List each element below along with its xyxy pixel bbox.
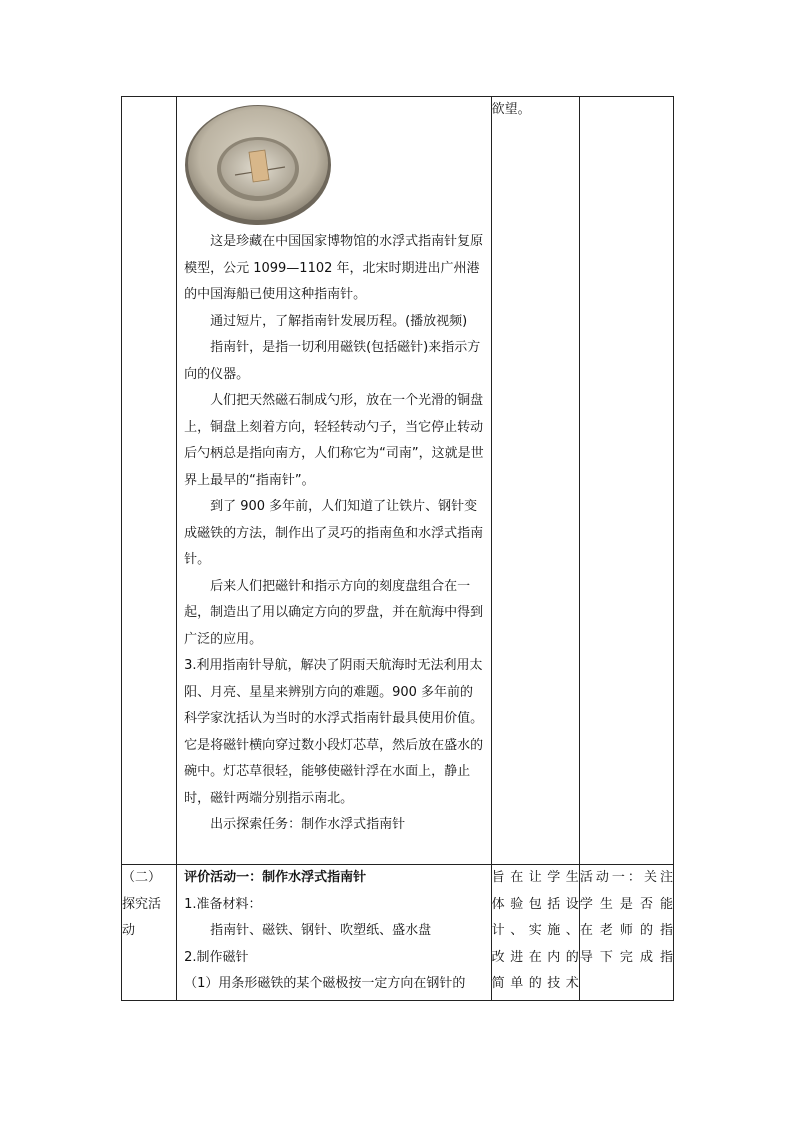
list-item: 2.制作磁针 bbox=[184, 949, 249, 965]
evaluation-cell bbox=[579, 97, 673, 865]
paragraph: 人们把天然磁石制成勺形，放在一个光滑的铜盘上，铜盘上刻着方向，轻轻转动勺子，当它停止转动后勺柄总是指向南方，人们称它为“司南”，这就是世界上最早的“指南针”。 bbox=[184, 393, 484, 488]
section-cell bbox=[122, 97, 177, 865]
lesson-plan-table bbox=[121, 96, 674, 1001]
materials-list: 指南针、磁铁、钢针、吹塑纸、盛水盘 bbox=[210, 923, 432, 938]
paragraph: 通过短片，了解指南针发展历程。(播放视频) bbox=[210, 313, 468, 329]
water-compass-dish-image bbox=[183, 99, 333, 229]
activity-cell bbox=[177, 865, 492, 1001]
step-item: （1）用条形磁铁的某个磁极按一定方向在钢针的 bbox=[184, 976, 466, 991]
paragraph: 指南针，是指一切利用磁铁(包括磁针)来指示方向的仪器。 bbox=[184, 340, 481, 382]
content-cell bbox=[177, 97, 492, 865]
paragraph: 后来人们把磁针和指示方向的刻度盘组合在一起，制造出了用以确定方向的罗盘，并在航海中得到广泛的应用。 bbox=[184, 578, 484, 647]
table-row bbox=[122, 97, 674, 865]
paragraph: 到了 900 多年前，人们知道了让铁片、钢针变成磁铁的方法，制作出了灵巧的指南鱼和水浮式指南针。 bbox=[184, 499, 484, 567]
list-item: 1.准备材料： bbox=[184, 896, 262, 912]
paragraph: 这是珍藏在中国国家博物馆的水浮式指南针复原模型，公元 1099—1102 年，北宋时期进出广州港的中国海船已使用这种指南针。 bbox=[184, 234, 484, 302]
evaluation-cell: 活动一：关注 学生是否能 在老师的指 导下完成指 bbox=[579, 865, 673, 1001]
purpose-cell: 旨在让学生 体验包括设 计、实施、 改进在内的 简单的技术 bbox=[491, 865, 579, 1001]
task-line: 出示探索任务：制作水浮式指南针 bbox=[210, 817, 406, 832]
purpose-cell: 欲望。 bbox=[491, 97, 579, 865]
compass-model-photo bbox=[177, 97, 491, 229]
table-row bbox=[122, 865, 674, 1001]
activity-heading: 评价活动一：制作水浮式指南针 bbox=[184, 870, 367, 885]
numbered-paragraph: 3.利用指南针导航，解决了阴雨天航海时无法利用太阳、月亮、星星来辨别方向的难题。900 多年前的科学家沈括认为当时的水浮式指南针最具使用价值。它是将磁针横向穿过数小段灯芯草，然后放在盛水的碗中。灯芯草很轻，能够使磁针浮在水面上，静止时，磁针两端分别指示南北。 bbox=[184, 658, 484, 806]
section-label-cell: （二） 探究活 动 bbox=[122, 865, 177, 1001]
